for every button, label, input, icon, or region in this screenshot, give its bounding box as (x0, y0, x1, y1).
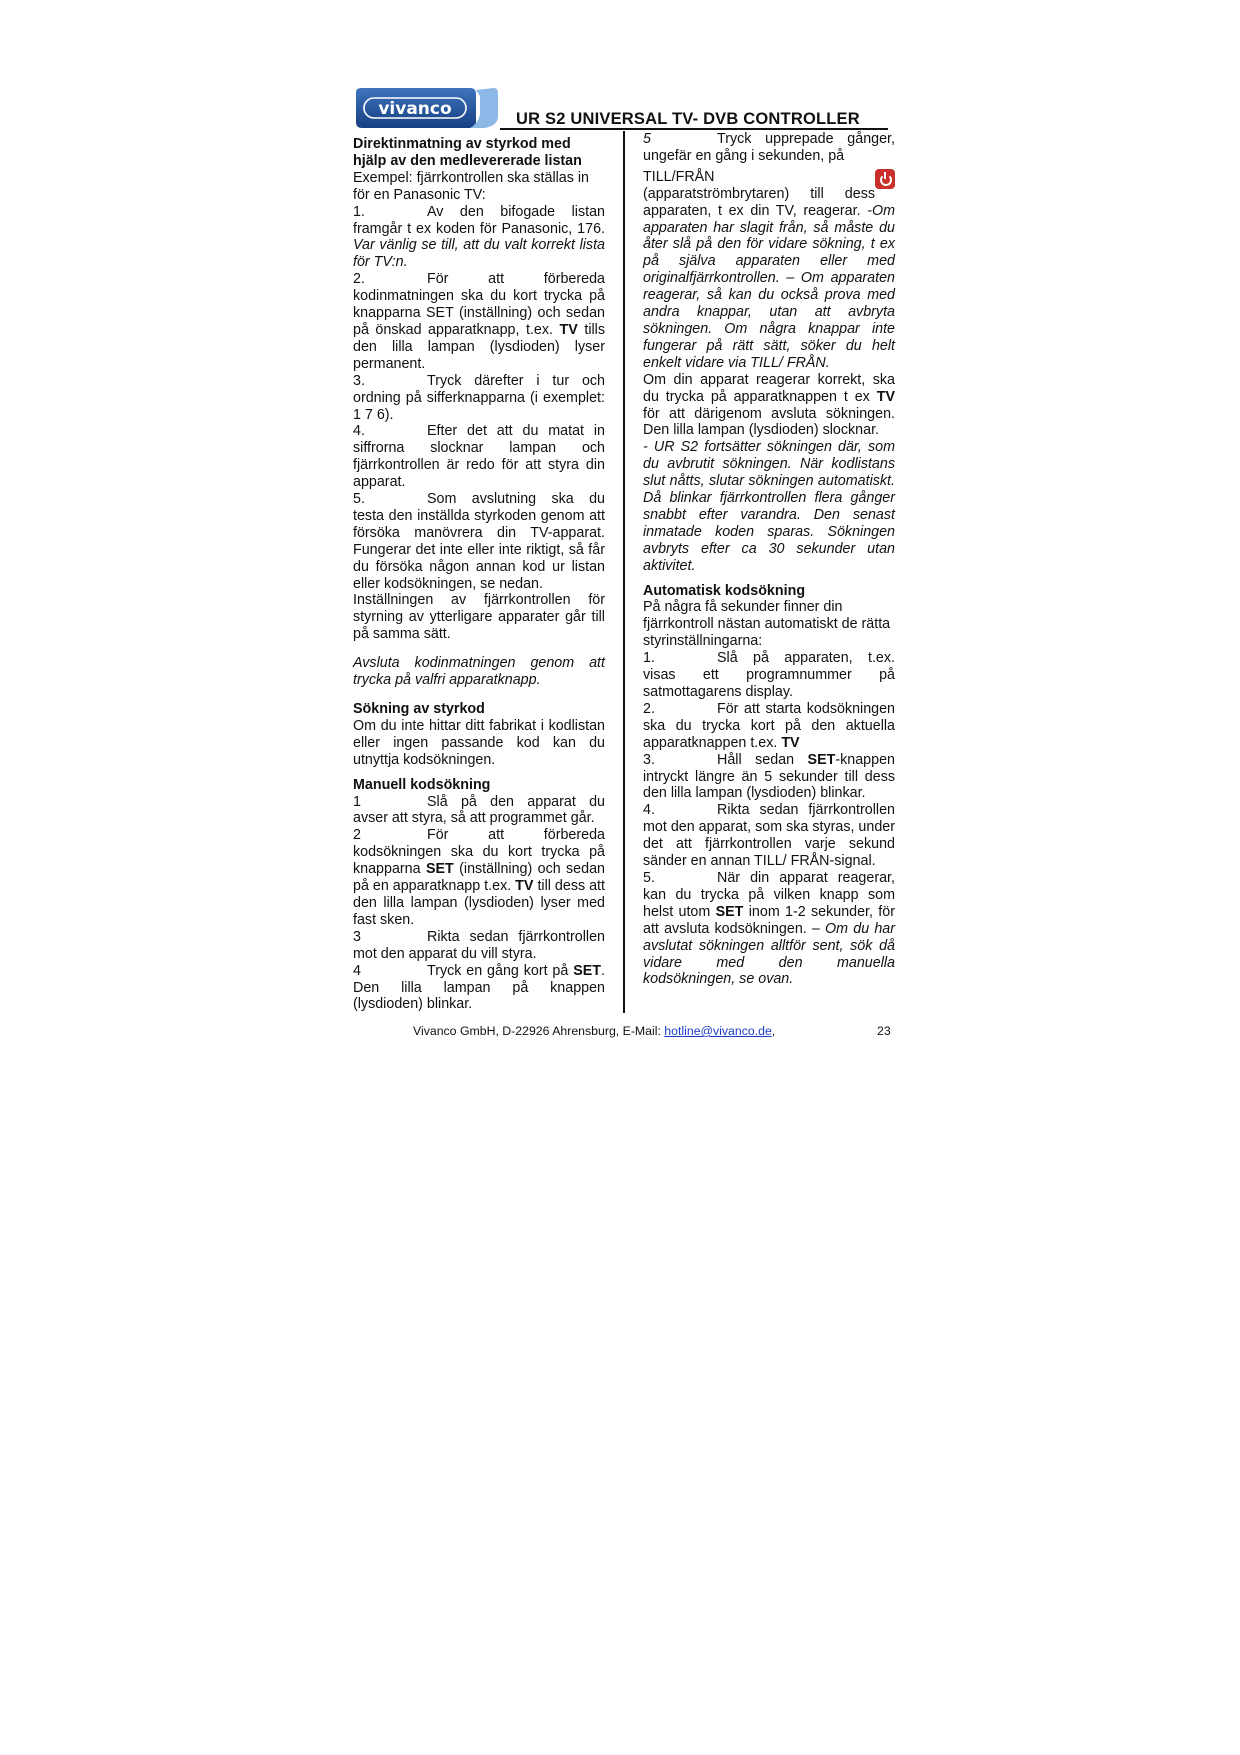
page-footer (413, 1024, 775, 1038)
step-text: för att därigenom avsluta sökningen. Den lilla lampan (lysdioden) slocknar. (643, 405, 895, 439)
key-label: SET (807, 751, 836, 768)
step-text: Rikta sedan fjärrkontrollen mot den apparat du vill styra. (353, 928, 605, 962)
step-note: -Om apparaten har slagit från, så måste du åter slå på den för vidare sökning, t ex på själva apparaten eller med originalfjärrkontrollen. – Om apparaten reagerar, så kan du också prova med andra knappar, utan att avbryta sökningen. Om några knappar inte fungerar på rätt sätt, söker du helt enkelt vidare via TILL/ FRÅN. (643, 202, 895, 371)
key-label: SET (715, 903, 744, 920)
power-key-line (643, 169, 895, 186)
step-number: 4. (643, 802, 655, 819)
heading-direct-entry: Direktinmatning av styrkod med hjälp av den medlevererade listan (353, 136, 582, 169)
finish-note: Avsluta kodinmatningen genom att trycka på valfri apparatknapp. (353, 655, 605, 689)
manual-step-2 (353, 827, 605, 928)
step-1 (353, 204, 605, 272)
step-text: (inställning) och sedan på en apparatknapp t.ex. (353, 861, 605, 895)
intro-text: Exempel: fjärrkontrollen ska ställas in för en Panasonic TV: (353, 169, 589, 203)
step-number: 5. (643, 869, 655, 886)
step-4 (353, 423, 605, 491)
step-number: 5. (353, 491, 365, 508)
step-number: 3 (353, 928, 361, 945)
step-number: 1 (353, 793, 361, 810)
manual-step-3 (353, 929, 605, 963)
step-number: 3. (643, 751, 655, 768)
page-number: 23 (877, 1024, 891, 1038)
step-text: Om din apparat reagerar korrekt, ska du trycka på apparatknappen t ex (643, 371, 895, 405)
power-key-label: TILL/FRÅN (643, 168, 715, 185)
correct-reaction-text (643, 372, 895, 440)
step-text: Slå på den apparat du avser att styra, så att programmet går. (353, 793, 605, 827)
auto-step-1 (643, 650, 895, 701)
step-text: -knappen intryckt längre än 5 sekunder till dess den lilla lampan (lysdioden) blinkar. (643, 751, 895, 802)
spacer (353, 643, 605, 655)
vivanco-logo-graphic (352, 86, 500, 130)
auto-step-5 (643, 870, 895, 988)
footer-address: Vivanco GmbH, D-22926 Ahrensburg, E-Mail: (413, 1024, 665, 1038)
code-search-text: Om du inte hittar ditt fabrikat i kodlistan eller ingen passande kod kan du utnyttja kodsökningen. (353, 717, 605, 768)
step-number: 4. (353, 423, 365, 440)
step-text: inom 1-2 sekunder, för att avsluta kodsökningen. – (643, 903, 895, 937)
spacer (643, 575, 895, 583)
heading-manual-search: Manuell kodsökning (353, 776, 491, 793)
step-text: till dess att den lilla lampan (lysdioden) lyser med fast sken. (353, 878, 605, 928)
step-text: Efter det att du matat in siffrorna slocknar lampan och fjärrkontrollen är redo för att styra din apparat. (353, 423, 605, 491)
title-rule (500, 128, 888, 130)
step-number: 2. (643, 700, 655, 717)
step-note: Om du har avslutat sökningen alltför sent, sök då vidare med den manuella kodsökningen, se ovan. (643, 920, 895, 988)
document-title: UR S2 UNIVERSAL TV- DVB CONTROLLER (516, 110, 860, 128)
step-text: För att starta kodsökningen ska du trycka kort på den aktuella apparatknappen t.ex. (643, 700, 895, 751)
key-label: TV (876, 388, 895, 405)
step-text: Tryck upprepade gånger, ungefär en gång i sekunden, på (643, 131, 895, 164)
step-number: 1. (353, 203, 365, 220)
step-number: 5 (643, 131, 651, 147)
step-2 (353, 271, 605, 372)
step-number: 1. (643, 650, 655, 667)
step-note: Var vänlig se till, att du valt korrekt lista för TV:n. (353, 237, 605, 271)
step-text: Av den bifogade listan framgår t ex koden för Panasonic, 176. (353, 203, 605, 237)
step-3 (353, 373, 605, 424)
step-number: 2. (353, 271, 365, 288)
step-text: tills den lilla lampan (lysdioden) lyser permanent. (353, 321, 605, 372)
continue-search-note: - UR S2 fortsätter sökningen där, som du avbrutit sökningen. När kodlistans slut nåtts, slutar sökningen automatiskt. Då blinkar fjärrkontrollen flera gånger snabbt efter varandra. Den senast inmatade koden sparas. Sökningen avbryts efter ca 30 sekunder utan aktivitet. (643, 439, 895, 574)
step-number: 2 (353, 827, 361, 844)
auto-step-3 (643, 752, 895, 803)
additional-devices-text: Inställningen av fjärrkontrollen för styrning av ytterligare apparater går till på samma sätt. (353, 592, 605, 643)
heading-auto-search: Automatisk kodsökning (643, 582, 806, 599)
step-text: Slå på apparaten, t.ex. visas ett programnummer på satmottagarens display. (643, 650, 895, 700)
manual-step-5 (643, 131, 895, 165)
step-number: 3. (353, 372, 365, 389)
manual-step-5-cont (643, 186, 895, 372)
svg-text:vivanco: vivanco (378, 99, 452, 119)
step-text: Tryck därefter i tur och ordning på sifferknapparna (i exemplet: 1 7 6). (353, 372, 605, 423)
step-text: (apparatströmbrytaren) till dess apparaten, t ex din TV, reagerar. (643, 185, 875, 219)
left-column (353, 136, 605, 1013)
auto-search-intro: På några få sekunder finner din fjärrkontroll nästan automatiskt de rätta styrinställningarna: (643, 599, 891, 650)
key-label: SET (425, 861, 454, 878)
step-text: När din apparat reagerar, kan du trycka på vilken knapp som helst utom (643, 869, 895, 920)
footer-comma: , (771, 1024, 776, 1038)
step-5 (353, 491, 605, 592)
email-link[interactable]: hotline@vivanco.de (664, 1024, 772, 1038)
step-number: 4 (353, 962, 361, 979)
heading-code-search: Sökning av styrkod (353, 701, 485, 717)
auto-step-4 (643, 802, 895, 870)
right-column (643, 131, 895, 988)
step-text: Rikta sedan fjärrkontrollen mot den apparat, som ska styras, under det att fjärrkontrollen varje sekund sänder en annan TILL/ FRÅN-signal. (643, 802, 895, 870)
column-divider (623, 131, 625, 1013)
step-text: Tryck en gång kort på (427, 962, 569, 979)
key-label: TV (559, 321, 578, 338)
step-text: För att förbereda kodinmatningen ska du kort trycka på knapparna SET (inställning) och sedan på önskad apparatknapp, t.ex. (353, 271, 605, 338)
key-label: TV (781, 734, 800, 751)
step-text: . Den lilla lampan på knappen (lysdioden) blinkar. (353, 962, 605, 1013)
step-text: Som avslutning ska du testa den inställda styrkoden genom att försöka manövrera din TV-apparat. Fungerar det inte eller inte riktigt, så får du försöka någon annan kod ur listan eller kodsökningen, se nedan. (353, 491, 605, 592)
key-label: SET (573, 962, 602, 979)
auto-step-2 (643, 701, 895, 752)
step-text: Håll sedan (717, 751, 795, 768)
key-label: TV (515, 878, 534, 895)
manual-step-1 (353, 794, 605, 828)
power-button-icon (875, 169, 895, 189)
vivanco-logo (352, 86, 500, 130)
spacer (353, 769, 605, 777)
manual-step-4 (353, 963, 605, 1014)
spacer (353, 689, 605, 701)
step-text: För att förbereda kodsökningen ska du kort trycka på knapparna (353, 827, 605, 878)
